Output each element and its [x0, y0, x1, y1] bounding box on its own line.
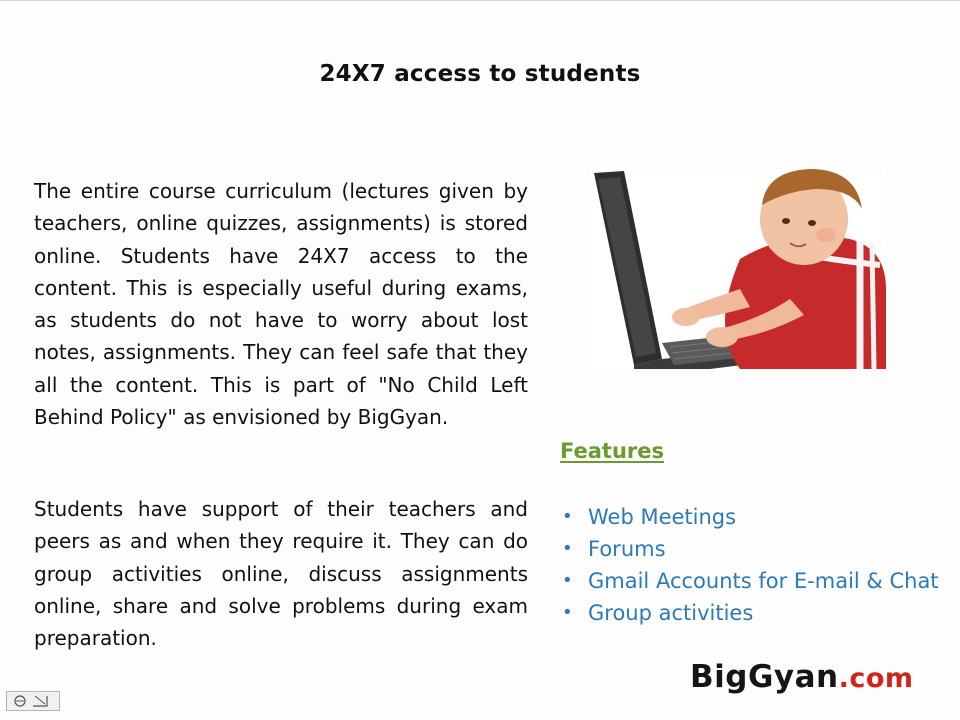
feature-label-group-activities: Group activities [588, 601, 754, 625]
feature-item [560, 597, 939, 629]
brand-name: BigGyan [690, 659, 839, 695]
feature-item [560, 565, 939, 597]
bullet-icon: • [562, 570, 573, 591]
paragraph-curriculum: The entire course curriculum (lectures given by teachers, online quizzes, assignments) is stored online. Students have 24X7 access to the content. This is especially useful during exams, as students do not have to worry about lost notes, assignments. They can feel safe that they all the content. This is part of "No Child Left Behind Policy" as envisioned by BigGyan. [34, 179, 528, 430]
features-list [560, 501, 939, 629]
brand-logo [690, 659, 914, 695]
brand-suffix: .com [838, 663, 914, 694]
feature-label-forums: Forums [588, 537, 666, 561]
slide-control-icon [7, 692, 59, 710]
features-heading: Features [560, 439, 664, 463]
paragraph-support: Students have support of their teachers and peers as and when they require it. They can do group activities online, discuss assignments online, share and solve problems during exam preparation. [34, 497, 528, 651]
feature-item [560, 501, 939, 533]
slide-title: 24X7 access to students [319, 61, 641, 87]
feature-item [560, 533, 939, 565]
bullet-icon: • [562, 538, 573, 559]
slide-control-button[interactable] [6, 691, 60, 711]
boy-laptop-photo [590, 169, 886, 369]
feature-label-web-meetings: Web Meetings [588, 505, 737, 529]
bullet-icon: • [562, 506, 573, 527]
feature-label-gmail: Gmail Accounts for E-mail & Chat [588, 569, 939, 593]
bullet-icon: • [562, 602, 573, 623]
